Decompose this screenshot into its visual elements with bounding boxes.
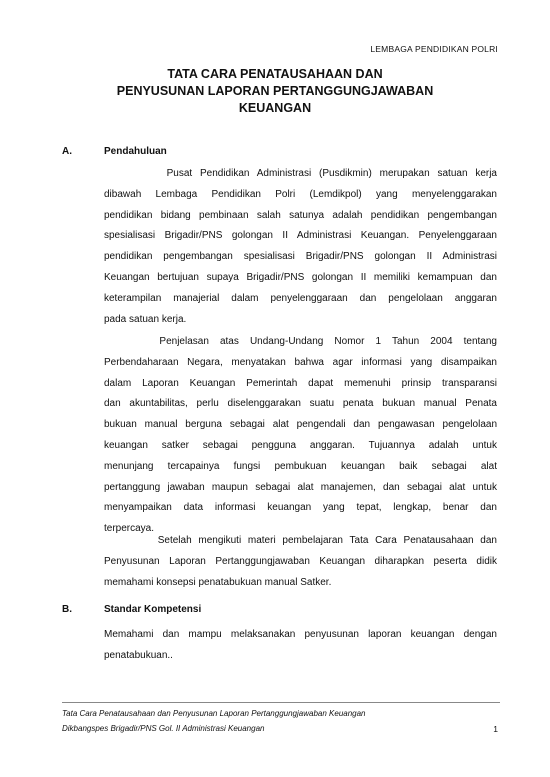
paragraph-line: penatabukuan..	[104, 649, 173, 661]
paragraph-line: dalam Laporan Keuangan Pemerintah dapat memenuhi prinsip transparansi	[104, 377, 497, 389]
paragraph-line: bukuan manual berguna sebagai alat pengendali dan pengawasan pengelolaan	[104, 419, 497, 431]
section-a-letter: A.	[62, 146, 72, 157]
paragraph-line: terpercaya.	[104, 523, 155, 535]
paragraph-line: Penyusunan Laporan Pertanggungjawaban Keuangan diharapkan peserta didik	[104, 555, 497, 567]
paragraph-line: keterampilan manajerial dalam penyelenggaraan dan pengelolaan anggaran	[104, 292, 497, 304]
paragraph-line: dan akuntabilitas, perlu diselenggarakan suatu penata bukuan manual Penata	[104, 398, 497, 410]
section-b-letter: B.	[62, 604, 72, 615]
paragraph-b1	[104, 625, 497, 667]
paragraph-a2	[104, 332, 497, 540]
paragraph-line: dibawah Lembaga Pendidikan Polri (Lemdikpol) yang menyelenggarakan	[104, 188, 497, 200]
footer-line-2: Dikbangspes Brigadir/PNS Gol. II Administrasi Keuangan	[62, 724, 265, 733]
paragraph-line: pendidikan pengembangan spesialisasi Brigadir/PNS golongan II Administrasi	[104, 251, 497, 263]
paragraph-a1	[104, 164, 497, 330]
title-line-1: TATA CARA PENATAUSAHAAN DAN	[167, 67, 383, 81]
running-header: LEMBAGA PENDIDIKAN POLRI	[370, 44, 498, 54]
footer-rule	[62, 702, 500, 703]
footer-line-1: Tata Cara Penatausahaan dan Penyusunan Laporan Pertanggungjawaban Keuangan	[62, 709, 366, 718]
title-line-3: KEUANGAN	[238, 101, 312, 115]
paragraph-a3	[104, 531, 497, 593]
paragraph-line: Memahami dan mampu melaksanakan penyusunan laporan keuangan dengan	[104, 629, 497, 640]
paragraph-line: pada satuan kerja.	[104, 313, 187, 325]
document-title	[60, 66, 490, 117]
paragraph-line: Pusat Pendidikan Administrasi (Pusdikmin) merupakan satuan kerja	[104, 168, 497, 179]
paragraph-line: memahami konsepsi penatabukuan manual Satker.	[104, 576, 332, 588]
paragraph-line: pertanggung jawaban maupun sebagai alat manajemen, dan sebagai alat untuk	[104, 481, 497, 493]
section-b-title: Standar Kompetensi	[104, 604, 202, 615]
paragraph-line: menunjang tercapainya fungsi pembukuan keuangan baik sebagai alat	[104, 460, 497, 472]
paragraph-line: Penjelasan atas Undang-Undang Nomor 1 Tahun 2004 tentang	[104, 336, 497, 347]
title-line-2: PENYUSUNAN LAPORAN PERTANGGUNGJAWABAN	[116, 84, 434, 98]
paragraph-line: Perbendaharaan Negara, menyatakan bahwa agar informasi yang disampaikan	[104, 356, 497, 368]
section-a-heading	[62, 146, 167, 157]
page-number: 1	[493, 724, 498, 734]
paragraph-line: Setelah mengikuti materi pembelajaran Tata Cara Penatausahaan dan	[104, 535, 497, 546]
section-a-title: Pendahuluan	[104, 146, 167, 157]
paragraph-line: Keuangan bertujuan supaya Brigadir/PNS golongan II memiliki kemampuan dan	[104, 271, 497, 283]
paragraph-line: keuangan satker sebagai pengguna anggaran. Tujuannya adalah untuk	[104, 439, 497, 451]
section-b-heading	[62, 604, 201, 615]
paragraph-line: pendidikan bidang pembinaan salah satunya adalah pendidikan pengembangan	[104, 209, 497, 221]
paragraph-line: menyampaikan data informasi keuangan yang tepat, lengkap, benar dan	[104, 502, 497, 514]
paragraph-line: spesialisasi Brigadir/PNS golongan II Administrasi Keuangan. Penyelenggaraan	[104, 230, 497, 242]
